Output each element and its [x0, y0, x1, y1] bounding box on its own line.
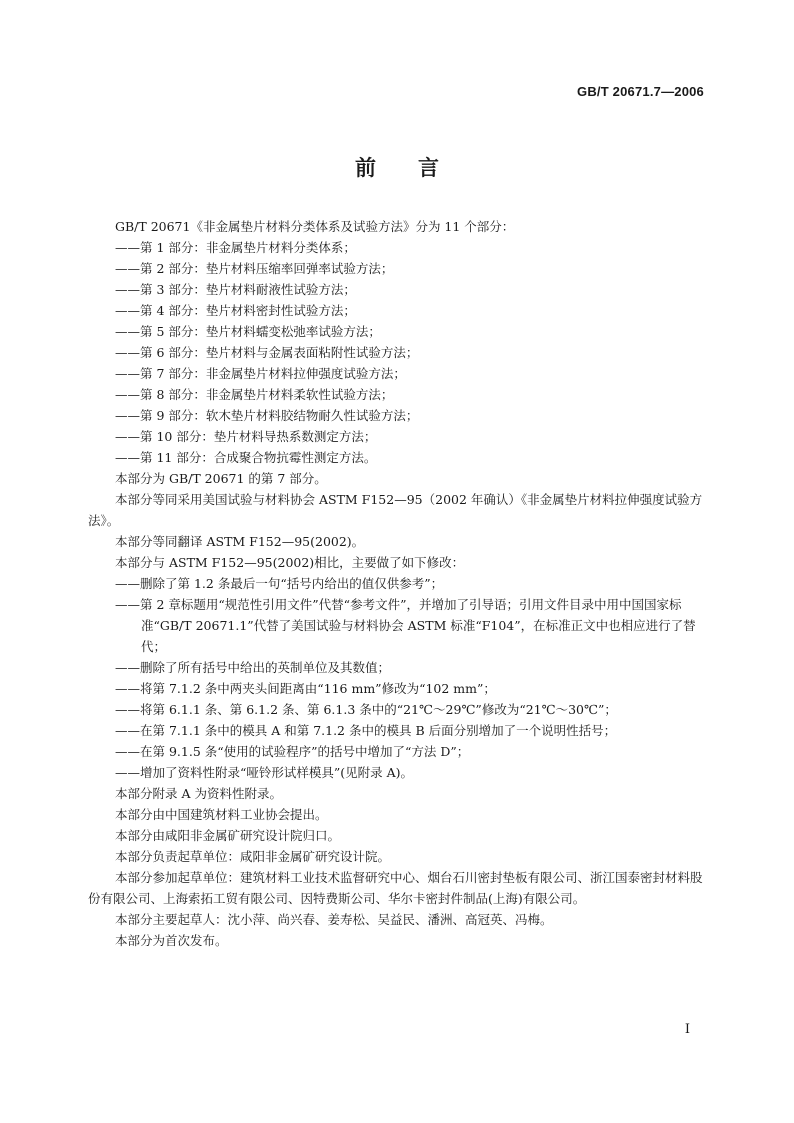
page-title: [0, 152, 794, 182]
page-number: I: [684, 1022, 690, 1037]
paragraph: 本部分由咸阳非金属矿研究设计院归口。: [115, 828, 341, 843]
paragraph: 本部分负责起草单位：咸阳非金属矿研究设计院。: [115, 849, 391, 864]
paragraph: GB/T 20671《非金属垫片材料分类体系及试验方法》分为 11 个部分：: [115, 219, 515, 234]
list-item: ——增加了资料性附录“哑铃形试样模具”(见附录 A)。: [115, 765, 414, 780]
list-item: ——第 2 部分：垫片材料压缩率回弹率试验方法；: [115, 261, 394, 276]
list-item: ——将第 7.1.2 条中两夹头间距离由“116 mm”修改为“102 mm”；: [115, 681, 496, 696]
list-item: ——删除了所有括号中给出的英制单位及其数值；: [115, 660, 391, 675]
paragraph: 本部分附录 A 为资料性附录。: [115, 786, 282, 801]
list-item: ——第 9 部分：软木垫片材料胶结物耐久性试验方法；: [115, 408, 419, 423]
paragraph: 本部分由中国建筑材料工业协会提出。: [115, 807, 328, 822]
title-char-1: 前: [355, 156, 376, 180]
list-item: ——第 6 部分：垫片材料与金属表面粘附性试验方法；: [115, 345, 419, 360]
list-item: ——第 4 部分：垫片材料密封性试验方法；: [115, 303, 356, 318]
title-char-2: 言: [418, 156, 439, 180]
foreword-body: [88, 216, 706, 951]
paragraph: 本部分为 GB/T 20671 的第 7 部分。: [115, 471, 327, 486]
list-item: ——第 8 部分：非金属垫片材料柔软性试验方法；: [115, 387, 394, 402]
list-item: ——在第 7.1.1 条中的模具 A 和第 7.1.2 条中的模具 B 后面分别增加了一个说明性括号；: [115, 723, 617, 738]
list-item: ——第 3 部分：垫片材料耐液性试验方法；: [115, 282, 356, 297]
paragraph: 本部分等同采用美国试验与材料协会 ASTM F152—95（2002 年确认）《非金属垫片材料拉伸强度试验方法》。: [88, 492, 703, 528]
list-item: ——第 7 部分：非金属垫片材料拉伸强度试验方法；: [115, 366, 406, 381]
list-item: ——第 2 章标题用“规范性引用文件”代替“参考文件”，并增加了引导语；引用文件目录中用中国国家标准“GB/T 20671.1”代替了美国试验与材料协会 ASTM 标准“F104”，在标准正文中也相应进行了替代；: [115, 597, 696, 654]
paragraph: 本部分为首次发布。: [115, 933, 228, 948]
list-item: ——将第 6.1.1 条、第 6.1.2 条、第 6.1.3 条中的“21℃～29℃”修改为“21℃～30℃”；: [115, 702, 617, 717]
list-item: ——第 1 部分：非金属垫片材料分类体系；: [115, 240, 356, 255]
standard-code: GB/T 20671.7—2006: [577, 84, 704, 99]
paragraph: 本部分参加起草单位：建筑材料工业技术监督研究中心、烟台石川密封垫板有限公司、浙江国泰密封材料股份有限公司、上海索拓工贸有限公司、因特费斯公司、华尔卡密封件制品(上海)有限公司。: [88, 870, 703, 906]
list-item: ——删除了第 1.2 条最后一句“括号内给出的值仅供参考”；: [115, 576, 444, 591]
paragraph: 本部分与 ASTM F152—95(2002)相比，主要做了如下修改：: [115, 555, 465, 570]
list-item: ——在第 9.1.5 条“使用的试验程序”的括号中增加了“方法 D”；: [115, 744, 470, 759]
paragraph: 本部分主要起草人：沈小萍、尚兴春、姜寿松、吴益民、潘洲、高冠英、冯梅。: [115, 912, 553, 927]
list-item: ——第 11 部分：合成聚合物抗霉性测定方法。: [115, 450, 377, 465]
list-item: ——第 10 部分：垫片材料导热系数测定方法；: [115, 429, 377, 444]
list-item: ——第 5 部分：垫片材料蠕变松弛率试验方法；: [115, 324, 381, 339]
paragraph: 本部分等同翻译 ASTM F152—95(2002)。: [115, 534, 365, 549]
